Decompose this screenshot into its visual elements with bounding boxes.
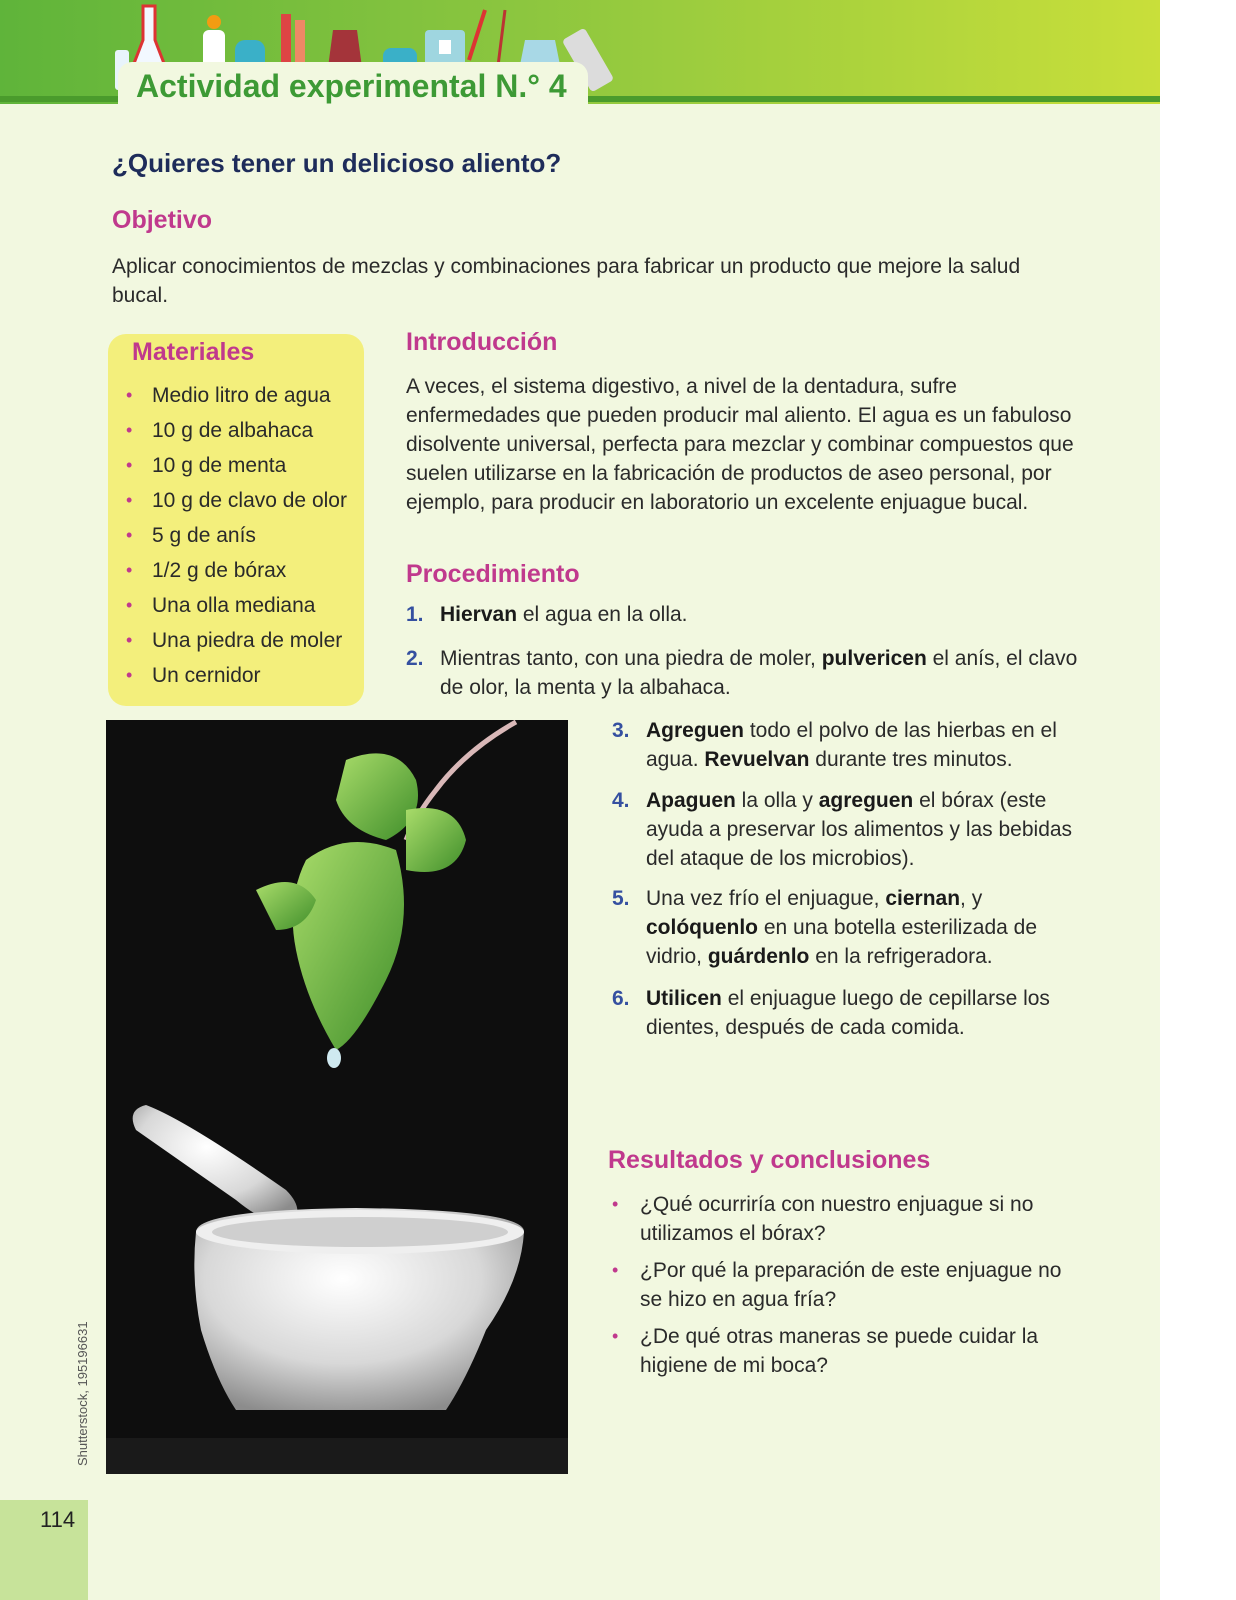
list-item	[120, 448, 347, 483]
step-number: 4.	[612, 789, 630, 812]
page-margin	[1160, 0, 1236, 1600]
step-text: en una botella esterilizada de vidrio,	[646, 916, 1038, 968]
objetivo-text: Aplicar conocimientos de mezclas y combinaciones para fabricar un producto que mejore la salud bucal.	[112, 255, 1021, 307]
step-text: en la refrigeradora.	[809, 945, 993, 968]
bullet-icon: •	[126, 595, 133, 615]
step-number: 2.	[406, 647, 424, 670]
material-label: Una olla mediana	[152, 594, 316, 617]
list-item	[608, 1256, 1068, 1314]
step-number: 3.	[612, 719, 630, 742]
step-verb: pulvericen	[821, 647, 927, 670]
question-text: ¿Por qué la preparación de este enjuague no se hizo en agua fría?	[640, 1259, 1062, 1311]
water-drop	[327, 1048, 341, 1068]
step-verb: Apaguen	[646, 789, 736, 812]
step-text: Una vez frío el enjuague,	[646, 887, 886, 910]
bullet-icon: •	[126, 455, 133, 475]
mint-leaf	[406, 808, 466, 872]
bullet-icon: •	[612, 1260, 619, 1280]
step-verb: Hiervan	[440, 603, 518, 626]
step-text: el enjuague luego de cepillarse los dientes, después de cada comida.	[646, 987, 1050, 1039]
procedure-step-4	[612, 786, 1086, 873]
bullet-icon: •	[126, 665, 133, 685]
list-item	[120, 553, 347, 588]
material-label: 10 g de menta	[152, 454, 287, 477]
mint-leaf	[336, 753, 418, 840]
list-item	[120, 483, 347, 518]
list-item	[120, 623, 347, 658]
list-item	[120, 588, 347, 623]
list-item	[608, 1190, 1068, 1248]
materials-box	[108, 334, 364, 706]
list-item	[608, 1322, 1068, 1380]
material-label: Un cernidor	[152, 664, 261, 687]
step-verb: Utilicen	[646, 987, 722, 1010]
step-text: , y	[960, 887, 983, 910]
step-number: 6.	[612, 987, 630, 1010]
step-text: durante tres minutos.	[809, 748, 1013, 771]
page-number: 114	[40, 1507, 76, 1532]
list-item	[120, 378, 347, 413]
procedure-step-2	[406, 644, 1080, 702]
burner-flame-icon	[207, 15, 221, 29]
step-number: 5.	[612, 887, 630, 910]
mint-mortar-photo	[106, 720, 568, 1474]
question-text: ¿De qué otras maneras se puede cuidar la higiene de mi boca?	[640, 1325, 1039, 1377]
step-text: la olla y	[735, 789, 819, 812]
mint-leaf	[293, 842, 404, 1050]
resultados-list	[608, 1190, 1068, 1388]
step-text: todo el polvo de las hierbas en el agua.	[646, 719, 1057, 771]
step-verb: guárdenlo	[707, 945, 810, 968]
step-number: 1.	[406, 603, 424, 626]
step-text: el bórax (este ayuda a preservar los alimentos y las bebidas del ataque de los microbios).	[646, 789, 1073, 870]
bullet-icon: •	[612, 1326, 619, 1346]
list-item	[120, 413, 347, 448]
activity-title: Actividad experimental N.° 4	[136, 68, 567, 104]
procedimiento-heading: Procedimiento	[406, 560, 580, 588]
step-verb: Agreguen	[646, 719, 745, 742]
bullet-icon: •	[612, 1194, 619, 1214]
bullet-icon: •	[126, 420, 133, 440]
bullet-icon: •	[126, 560, 133, 580]
step-verb: ciernan	[885, 887, 961, 910]
procedure-step-5	[612, 884, 1086, 971]
material-label: 1/2 g de bórax	[152, 559, 287, 582]
photo-credit: Shutterstock, 195196631	[75, 1321, 90, 1466]
bullet-icon: •	[126, 385, 133, 405]
step-text: Mientras tanto, con una piedra de moler,	[440, 647, 822, 670]
step-verb: agreguen	[818, 789, 914, 812]
procedure-step-1	[406, 600, 1080, 629]
material-label: Medio litro de agua	[152, 384, 331, 407]
resultados-heading: Resultados y conclusiones	[608, 1146, 931, 1174]
material-label: 5 g de anís	[152, 524, 256, 547]
bullet-icon: •	[126, 630, 133, 650]
procedure-step-6	[612, 984, 1086, 1042]
objetivo-heading: Objetivo	[112, 206, 213, 234]
dropper-icon	[469, 10, 485, 60]
step-verb: colóquenlo	[646, 916, 758, 939]
procedure-step-3	[612, 716, 1086, 774]
step-text: el anís, el clavo de olor, la menta y la albahaca.	[440, 647, 1078, 699]
page-question: ¿Quieres tener un delicioso aliento?	[112, 148, 562, 178]
introduccion-text: A veces, el sistema digestivo, a nivel de la dentadura, sufre enfermedades que pueden producir mal aliento. El agua es un fabuloso disolvente universal, perfecta para mezclar y combinar compuestos que suelen utilizarse en la fabricación de productos de aseo personal, por ejemplo, para producir en laboratorio un excelente enjuague bucal.	[406, 375, 1074, 514]
list-item	[120, 518, 347, 553]
materials-list	[120, 378, 347, 693]
introduccion-heading: Introducción	[406, 328, 558, 356]
material-label: 10 g de albahaca	[152, 419, 314, 442]
step-verb: Revuelvan	[704, 748, 810, 771]
question-text: ¿Qué ocurriría con nuestro enjuague si no utilizamos el bórax?	[640, 1193, 1034, 1245]
material-label: Una piedra de moler	[152, 629, 343, 652]
materiales-heading: Materiales	[132, 338, 255, 366]
list-item	[120, 658, 347, 693]
bullet-icon: •	[126, 490, 133, 510]
pestle	[133, 1105, 298, 1225]
bullet-icon: •	[126, 525, 133, 545]
material-label: 10 g de clavo de olor	[152, 489, 347, 512]
step-text: el agua en la olla.	[517, 603, 688, 626]
